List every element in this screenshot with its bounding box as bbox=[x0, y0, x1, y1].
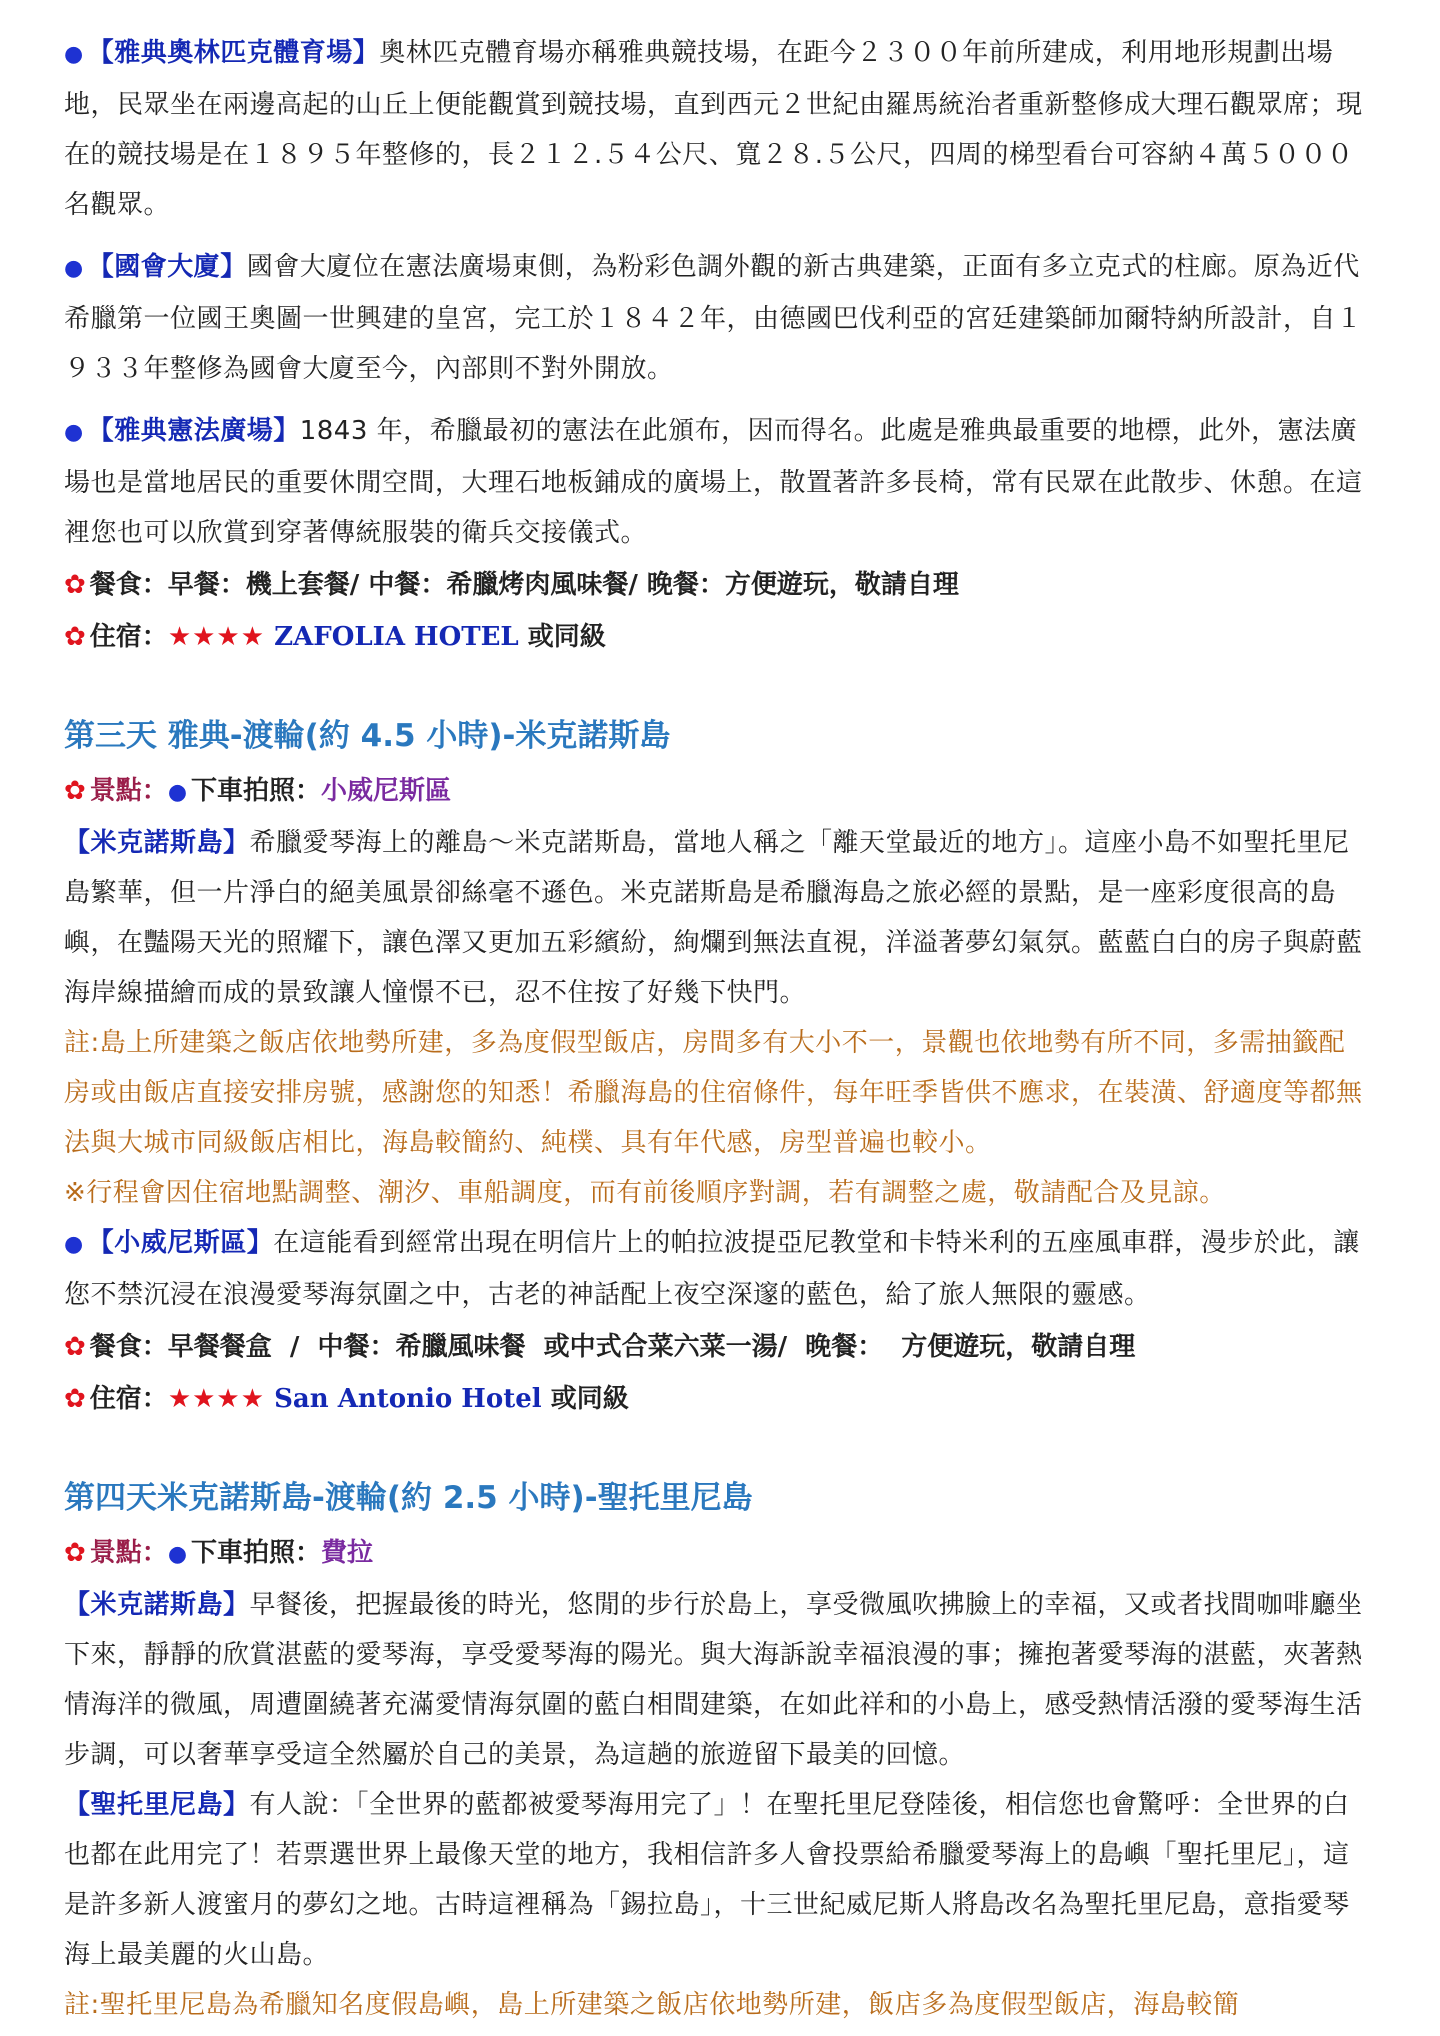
attraction-mykonos bbox=[64, 818, 1364, 1018]
attraction-title: 【雅典憲法廣場】 bbox=[87, 416, 300, 446]
note-hotel: 註:島上所建築之飯店依地勢所建，多為度假型飯店，房間多有大小不一，景觀也依地勢有所不同，多需抽籤配房或由飯店直接安排房號，感謝您的知悉！希臘海島的住宿條件，每年旺季皆供不應求，在裝潢、舒適度等都無法與大城市同級飯店相比，海島較簡約、純樸、具有年代感，房型普遍也較小。 bbox=[64, 1028, 1363, 1158]
attraction-text: 在這能看到經常出現在明信片上的帕拉波提亞尼教堂和卡特米利的五座風車群，漫步於此，讓您不禁沉浸在浪漫愛琴海氛圍之中，古老的神話配上夜空深邃的藍色，給了旅人無限的靈感。 bbox=[64, 1228, 1360, 1310]
meal-line bbox=[64, 560, 1364, 610]
attraction-athens-olympic-stadium bbox=[64, 28, 1364, 230]
bullet-dot-icon: ● bbox=[64, 1232, 84, 1257]
spot-photo-label: 下車拍照： bbox=[191, 1538, 322, 1568]
meal-text: 餐食：早餐：機上套餐/ 中餐：希臘烤肉風味餐/ 晚餐：方便遊玩，敬請自理 bbox=[89, 570, 959, 600]
attraction-text: 國會大廈位在憲法廣場東側，為粉彩色調外觀的新古典建築，正面有多立克式的柱廊。原為近代希臘第一位國王奧圖一世興建的皇宮，完工於１８４２年，由德國巴伐利亞的宮廷建築師加爾特納所設計，自１９３３年整修為國會大廈至今，內部則不對外開放。 bbox=[64, 252, 1363, 384]
hotel-suffix: 或同級 bbox=[550, 1384, 629, 1414]
attraction-title: 【米克諾斯島】 bbox=[64, 1590, 250, 1620]
itinerary-page bbox=[64, 28, 1364, 2030]
hotel-suffix: 或同級 bbox=[527, 622, 606, 652]
flower-icon: ✿ bbox=[64, 570, 86, 600]
attraction-text: 有人說：「全世界的藍都被愛琴海用完了」！在聖托里尼登陸後，相信您也會驚呼：全世界的白也都在此用完了！若票選世界上最像天堂的地方，我相信許多人會投票給希臘愛琴海上的島嶼「聖托里尼」，這是許多新人渡蜜月的夢幻之地。古時這裡稱為「錫拉島」，十三世紀威尼斯人將島改名為聖托里尼島，意指愛琴海上最美麗的火山島。 bbox=[64, 1790, 1350, 1970]
attraction-text: 奧林匹克體育場亦稱雅典競技場，在距今２３００年前所建成，利用地形規劃出場地，民眾坐在兩邊高起的山丘上便能觀賞到競技場，直到西元２世紀由羅馬統治者重新整修成大理石觀眾席；現在的競技場是在１８９５年整修的，長２１２.５４公尺、寬２８.５公尺，四周的梯型看台可容納４萬５０００名觀眾。 bbox=[64, 38, 1363, 220]
flower-icon: ✿ bbox=[64, 622, 86, 652]
spot-photo-label: 下車拍照： bbox=[191, 776, 322, 806]
hotel-stars: ★★★★ bbox=[167, 622, 266, 652]
note-santorini: 註:聖托里尼島為希臘知名度假島嶼，島上所建築之飯店依地勢所建，飯店多為度假型飯店，海島較簡 bbox=[64, 1990, 1240, 2020]
hotel-name: San Antonio Hotel bbox=[274, 1384, 542, 1414]
hotel-name: ZAFOLIA HOTEL bbox=[274, 622, 519, 652]
hotel-label: 住宿： bbox=[89, 1384, 168, 1414]
attraction-title: 【小威尼斯區】 bbox=[87, 1228, 274, 1258]
hotel-label: 住宿： bbox=[89, 622, 168, 652]
bullet-dot-icon: ● bbox=[167, 780, 188, 805]
spot-line bbox=[64, 766, 1364, 818]
bullet-dot-icon: ● bbox=[64, 42, 84, 67]
meal-line bbox=[64, 1322, 1364, 1372]
attraction-text: 1843 年，希臘最初的憲法在此頒布，因而得名。此處是雅典最重要的地標，此外，憲法廣場也是當地居民的重要休閒空間，大理石地板鋪成的廣場上，散置著許多長椅，常有民眾在此散步、休憩。在這裡您也可以欣賞到穿著傳統服裝的衛兵交接儀式。 bbox=[64, 416, 1363, 548]
attraction-title: 【聖托里尼島】 bbox=[64, 1790, 250, 1820]
hotel-stars: ★★★★ bbox=[167, 1384, 266, 1414]
spot-label: 景點： bbox=[89, 1538, 168, 1568]
attraction-title: 【米克諾斯島】 bbox=[64, 828, 250, 858]
attraction-syntagma-square bbox=[64, 406, 1364, 558]
attraction-text: 早餐後，把握最後的時光，悠閒的步行於島上，享受微風吹拂臉上的幸福，又或者找間咖啡廳坐下來，靜靜的欣賞湛藍的愛琴海，享受愛琴海的陽光。與大海訴說幸福浪漫的事；擁抱著愛琴海的湛藍，夾著熱情海洋的微風，周遭圍繞著充滿愛情海氛圍的藍白相間建築，在如此祥和的小島上，感受熱情活潑的愛琴海生活步調，可以奢華享受這全然屬於自己的美景，為這趟的旅遊留下最美的回憶。 bbox=[64, 1590, 1363, 1770]
note-schedule: ※行程會因住宿地點調整、潮汐、車船調度，而有前後順序對調，若有調整之處，敬請配合及見諒。 bbox=[64, 1178, 1226, 1208]
attraction-text: 希臘愛琴海上的離島～米克諾斯島，當地人稱之「離天堂最近的地方」。這座小島不如聖托里尼島繁華，但一片淨白的絕美風景卻絲毫不遜色。米克諾斯島是希臘海島之旅必經的景點，是一座彩度很高的島嶼，在豔陽天光的照耀下，讓色澤又更加五彩繽紛，絢爛到無法直視，洋溢著夢幻氣氛。藍藍白白的房子與蔚藍海岸線描繪而成的景致讓人憧憬不已，忍不住按了好幾下快門。 bbox=[64, 828, 1363, 1008]
spot-value: 費拉 bbox=[321, 1538, 374, 1568]
flower-icon: ✿ bbox=[64, 1538, 86, 1568]
hotel-line bbox=[64, 612, 1364, 662]
flower-icon: ✿ bbox=[64, 776, 86, 806]
bullet-dot-icon: ● bbox=[64, 256, 84, 281]
attraction-title: 【國會大廈】 bbox=[87, 252, 247, 282]
meal-text: 餐食：早餐餐盒 / 中餐：希臘風味餐 或中式合菜六菜一湯/ 晚餐： 方便遊玩，敬請自理 bbox=[89, 1332, 1136, 1362]
spot-line bbox=[64, 1528, 1364, 1580]
flower-icon: ✿ bbox=[64, 1332, 86, 1362]
day3-title: 第三天 雅典-渡輪(約 4.5 小時)-米克諾斯島 bbox=[64, 718, 671, 754]
attraction-santorini bbox=[64, 1780, 1364, 1980]
bullet-dot-icon: ● bbox=[167, 1542, 188, 1567]
spot-value: 小威尼斯區 bbox=[321, 776, 452, 806]
flower-icon: ✿ bbox=[64, 1384, 86, 1414]
attraction-parliament bbox=[64, 242, 1364, 394]
bullet-dot-icon: ● bbox=[64, 420, 84, 445]
attraction-mykonos-morning bbox=[64, 1580, 1364, 1780]
attraction-title: 【雅典奧林匹克體育場】 bbox=[87, 38, 380, 68]
day4-title: 第四天米克諾斯島-渡輪(約 2.5 小時)-聖托里尼島 bbox=[64, 1480, 753, 1516]
attraction-little-venice bbox=[64, 1218, 1364, 1320]
hotel-line bbox=[64, 1374, 1364, 1424]
spot-label: 景點： bbox=[89, 776, 168, 806]
